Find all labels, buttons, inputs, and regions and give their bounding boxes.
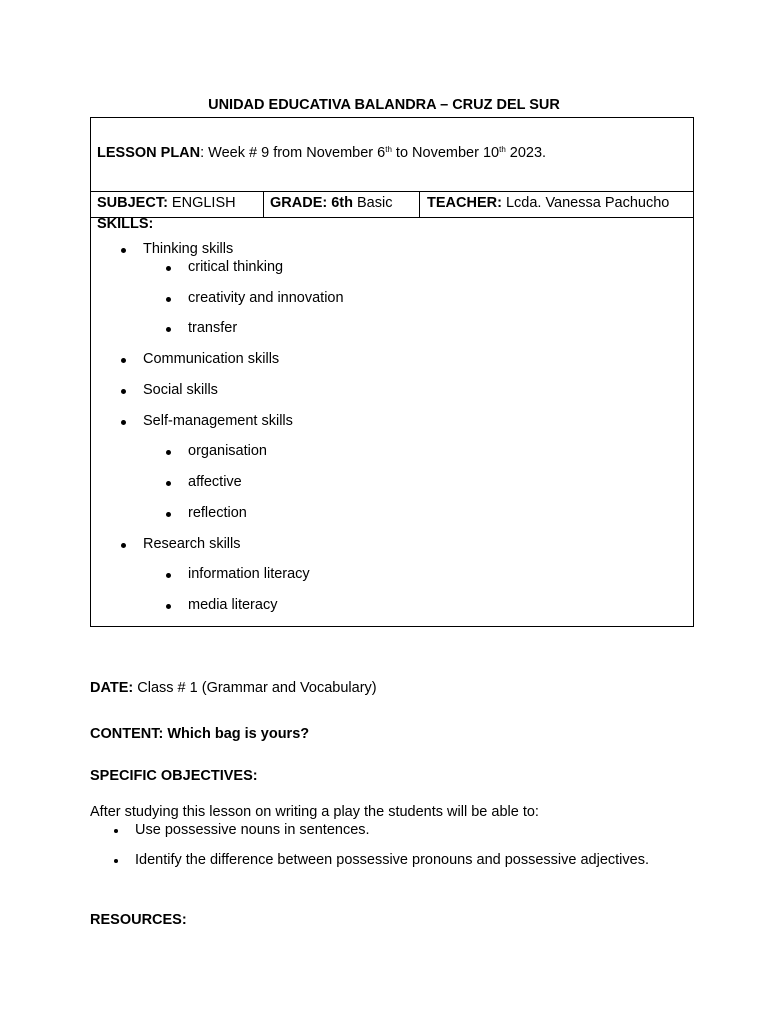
bullet-icon [166, 297, 171, 302]
table-column-divider [419, 192, 420, 218]
skills-label: SKILLS: [97, 216, 154, 232]
bullet-icon [166, 573, 171, 578]
content-heading: CONTENT: Which bag is yours? [90, 726, 310, 742]
grade-cell [270, 195, 392, 211]
bullet-icon [166, 450, 171, 455]
list-item: Thinking skills [143, 241, 233, 257]
list-item: creativity and innovation [188, 290, 344, 306]
date-line [90, 680, 377, 696]
table-divider [91, 217, 693, 218]
grade-label: GRADE: 6th [270, 195, 353, 211]
teacher-label: TEACHER: [427, 195, 502, 211]
objectives-intro: After studying this lesson on writing a play the students will be able to: [90, 804, 539, 820]
grade-value: Basic [352, 195, 393, 211]
bullet-icon [121, 358, 126, 363]
teacher-value: Lcda. Vanessa Pachucho [501, 195, 670, 211]
subject-value: ENGLISH [167, 195, 236, 211]
bullet-icon [114, 829, 118, 833]
list-item: Communication skills [143, 351, 279, 367]
bullet-icon [166, 327, 171, 332]
date-label: DATE: [90, 680, 134, 696]
lesson-plan-label: LESSON PLAN [97, 145, 201, 161]
ordinal-suffix: th [499, 145, 506, 154]
bullet-icon [114, 859, 118, 863]
list-item: affective [188, 474, 242, 490]
bullet-icon [121, 389, 126, 394]
list-item: organisation [188, 443, 267, 459]
table-divider [91, 191, 693, 192]
bullet-icon [166, 481, 171, 486]
bullet-icon [121, 248, 126, 253]
lesson-plan-week: : Week # 9 from November 6 [200, 145, 386, 161]
document-title: UNIDAD EDUCATIVA BALANDRA – CRUZ DEL SUR [208, 97, 560, 113]
bullet-icon [121, 543, 126, 548]
teacher-cell [427, 195, 669, 211]
lesson-plan-year: 2023. [505, 145, 547, 161]
list-item: Identify the difference between possessive pronouns and possessive adjectives. [135, 852, 649, 868]
lesson-plan-line [97, 145, 546, 161]
subject-cell [97, 195, 236, 211]
list-item: Use possessive nouns in sentences. [135, 822, 370, 838]
bullet-icon [166, 512, 171, 517]
resources-heading: RESOURCES: [90, 912, 187, 928]
list-item: Research skills [143, 536, 241, 552]
list-item: reflection [188, 505, 247, 521]
bullet-icon [166, 604, 171, 609]
list-item: Self-management skills [143, 413, 293, 429]
list-item: media literacy [188, 597, 277, 613]
list-item: information literacy [188, 566, 310, 582]
date-value: Class # 1 (Grammar and Vocabulary) [133, 680, 377, 696]
bullet-icon [166, 266, 171, 271]
lesson-plan-to: to November 10 [391, 145, 500, 161]
bullet-icon [121, 420, 126, 425]
specific-objectives-heading: SPECIFIC OBJECTIVES: [90, 768, 258, 784]
list-item: critical thinking [188, 259, 283, 275]
table-column-divider [263, 192, 264, 218]
list-item: Social skills [143, 382, 218, 398]
subject-label: SUBJECT: [97, 195, 168, 211]
list-item: transfer [188, 320, 237, 336]
ordinal-suffix: th [385, 145, 392, 154]
